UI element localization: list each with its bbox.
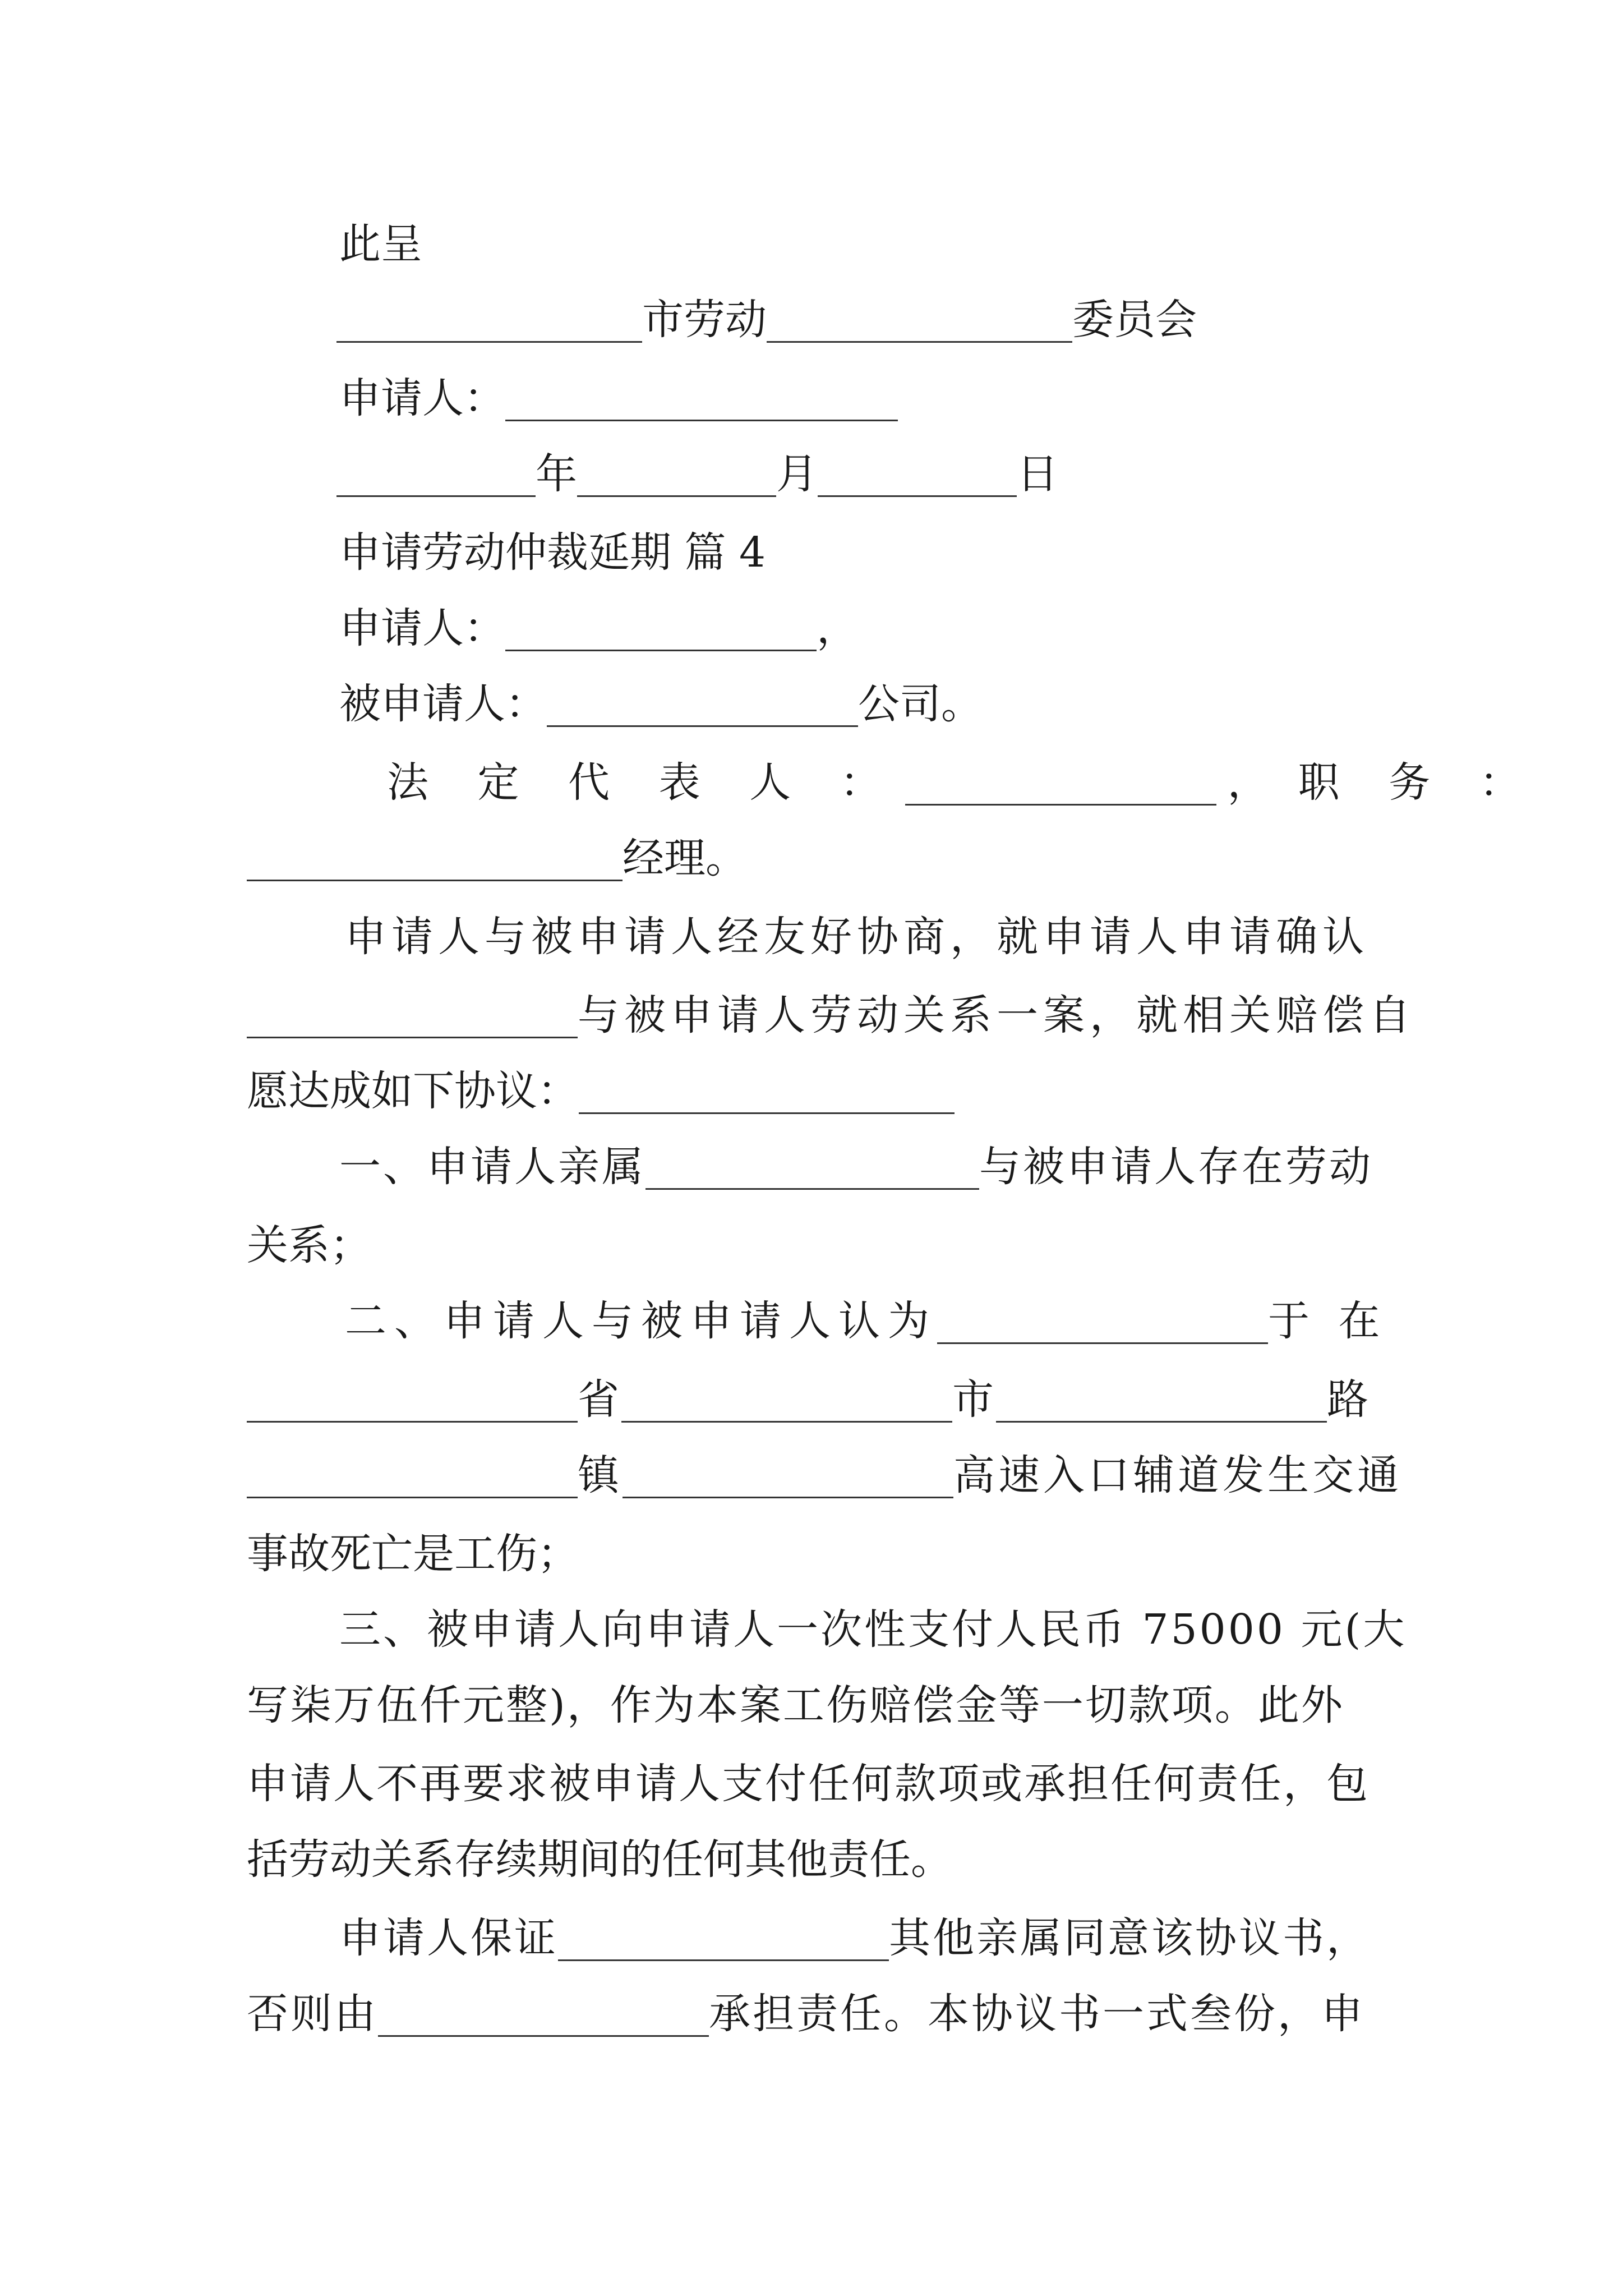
clause3-text-1: 三、被申请人向申请人一次性支付人民币 75000 元(大 <box>339 1605 1407 1654</box>
applicant-line <box>339 597 858 659</box>
liable-party-blank[interactable] <box>378 2035 709 2037</box>
month-label: 月 <box>776 450 818 498</box>
province-blank[interactable] <box>247 1420 578 1423</box>
year-label: 年 <box>536 450 577 498</box>
place-text: 高速入口辅道发生交通 <box>953 1451 1402 1499</box>
clause1-line-1 <box>339 1136 1373 1198</box>
clause2-line-1 <box>345 1290 1388 1352</box>
city-location-blank[interactable] <box>621 1420 952 1423</box>
road-label: 路 <box>1327 1375 1371 1424</box>
intro-line-1 <box>345 906 1369 968</box>
applicant-line-end: ， <box>817 604 858 652</box>
applicant-line-label: 申请人： <box>339 604 505 652</box>
committee-blank[interactable] <box>767 341 1072 343</box>
clause3-line-1 <box>339 1599 1407 1660</box>
province-label: 省 <box>578 1375 621 1424</box>
clause2-line-3 <box>247 1444 1402 1506</box>
road-blank[interactable] <box>996 1420 1327 1423</box>
closing-text: 此呈 <box>339 220 422 268</box>
clause3-text-4: 括劳动关系存续期间的任何其他责任。 <box>247 1835 952 1884</box>
place-blank[interactable] <box>623 1496 953 1498</box>
day-label: 日 <box>1017 450 1058 498</box>
city-blank[interactable] <box>336 341 642 343</box>
position-label: 职 务 ： <box>1298 758 1533 807</box>
intro-text-1: 申请人与被申请人经友好协商，就申请人申请确认 <box>345 913 1369 961</box>
clause3-line-3 <box>247 1753 1370 1815</box>
clause3-text-3: 申请人不再要求被申请人支付任何款项或承担任何责任，包 <box>247 1760 1370 1808</box>
intro-text-3: 愿达成如下协议： <box>247 1067 579 1115</box>
month-blank[interactable] <box>577 495 776 497</box>
clause1-text-2: 关系； <box>247 1221 371 1269</box>
position-blank[interactable] <box>247 879 623 881</box>
applicant-signature-line <box>339 367 898 429</box>
clause1-suffix: 与被申请人存在劳动 <box>979 1143 1373 1191</box>
clause2-text-4: 事故死亡是工伤； <box>247 1530 579 1578</box>
year-blank[interactable] <box>336 495 536 497</box>
clause2-line-2 <box>247 1369 1371 1430</box>
legal-rep-comma: ， <box>1227 758 1281 807</box>
respondent-line <box>339 673 983 735</box>
guarantee-prefix-2: 否则由 <box>247 1990 378 2038</box>
city-label: 市 <box>952 1375 996 1424</box>
deceased-name-blank[interactable] <box>937 1342 1268 1344</box>
intro-text-2: 与被申请人劳动关系一案，就相关赔偿自 <box>578 991 1415 1039</box>
applicant-label: 申请人： <box>339 374 505 422</box>
legal-rep-label: 法 定 代 表 人 ： <box>387 758 894 807</box>
legal-rep-title: 经理。 <box>623 834 747 882</box>
confirm-party-blank[interactable] <box>247 1036 578 1038</box>
guarantee-line-2 <box>247 1983 1365 2045</box>
clause2-line-4 <box>247 1523 579 1585</box>
legal-rep-name-blank[interactable] <box>905 803 1216 806</box>
legal-rep-title-line <box>247 827 747 889</box>
guarantee-suffix: 其他亲属同意该协议书， <box>889 1914 1370 1962</box>
town-label: 镇 <box>578 1451 623 1499</box>
clause3-line-4 <box>247 1829 952 1890</box>
intro-line-2 <box>247 984 1415 1046</box>
agreement-blank[interactable] <box>579 1112 955 1114</box>
guarantee-suffix-2: 承担责任。本协议书一式叁份，申 <box>709 1990 1365 2038</box>
clause1-line-2 <box>247 1214 371 1276</box>
respondent-label: 被申请人： <box>339 680 547 728</box>
clause3-text-2: 写柒万伍仟元整)，作为本案工伤赔偿金等一切款项。此外 <box>247 1681 1344 1729</box>
legal-rep-line <box>387 752 1533 813</box>
committee-suffix: 委员会 <box>1072 296 1197 344</box>
section-heading-text: 申请劳动仲裁延期 篇 4 <box>339 528 766 577</box>
closing-line <box>339 213 422 275</box>
date-line <box>336 443 1058 505</box>
applicant-signature-blank[interactable] <box>505 419 898 421</box>
applicant-name-blank[interactable] <box>505 649 817 651</box>
section-heading <box>339 522 766 583</box>
clause2-suffix: 于 在 <box>1268 1297 1388 1345</box>
clause3-line-2 <box>247 1674 1344 1736</box>
guarantee-line-1 <box>339 1907 1370 1969</box>
guarantee-prefix: 申请人保证 <box>339 1914 558 1962</box>
guarantor-blank[interactable] <box>558 1959 889 1961</box>
addressee-line <box>336 289 1197 351</box>
clause2-prefix: 二、申请人与被申请人认为 <box>345 1297 937 1345</box>
respondent-name-blank[interactable] <box>547 725 858 727</box>
town-blank[interactable] <box>247 1496 578 1498</box>
day-blank[interactable] <box>818 495 1017 497</box>
city-suffix: 市劳动 <box>642 296 767 344</box>
relative-name-blank[interactable] <box>645 1188 979 1190</box>
clause1-prefix: 一、申请人亲属 <box>339 1143 645 1191</box>
respondent-suffix: 公司。 <box>858 680 983 728</box>
intro-line-3 <box>247 1060 955 1122</box>
